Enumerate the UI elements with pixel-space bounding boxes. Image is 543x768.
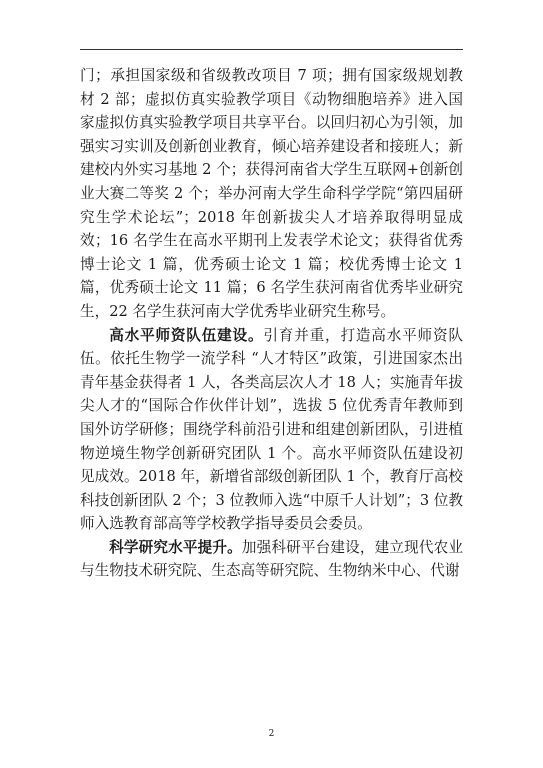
paragraph-faculty [80, 324, 463, 536]
page-number: 2 [268, 729, 275, 739]
document-body [80, 64, 463, 583]
paragraph-text: 门；承担国家级和省级教改项目 7 项；拥有国家级规划教材 2 部；虚拟仿真实验教学项目《动物细胞培养》进入国家虚拟仿真实验教学项目共享平台。以回归初心为引领，加强实习实训及创新创业教育，倾心培养建设者和接班人；新建校内外实习基地 2 个；获得河南省大学生互联网+创新创业大赛二等奖 2 个；举办河南大学生命科学学院“第四届研究生学术论坛”；2018 年创新拔尖人才培养取得明显成效；16 名学生在高水平期刊上发表学术论文；获得省优秀博士论文 1 篇，优秀硕士论文 1 篇；校优秀博士论文 1 篇，优秀硕士论文 11 篇；6 名学生获河南省优秀毕业研究生，22 名学生获河南大学优秀毕业研究生称号。 [80, 67, 463, 320]
header-rule [80, 49, 463, 50]
section-heading-faculty: 高水平师资队伍建设。 [109, 326, 264, 344]
paragraph-research [80, 536, 463, 583]
paragraph-continued [80, 64, 463, 324]
paragraph-text: 引育并重，打造高水平师资队伍。依托生物学一流学科 “人才特区”政策，引进国家杰出青年基金获得者 1 人，各类高层次人才 18 人；实施青年拔尖人才的“国际合作伙伴计划”，选拔 5 位优秀青年教师到国外访学研修；围绕学科前沿引进和组建创新团队，引进植物逆境生物学创新研究团队 1 个。高水平师资队伍建设初见成效。2018 年，新增省部级创新团队 1 个，教育厅高校科技创新团队 2 个；3 位教师入选“中原千人计划”；3 位教师入选教育部高等学校教学指导委员会委员。 [80, 326, 463, 533]
paragraph-text: 加强科研平台建设，建立现代农业与生物技术研究院、生态高等研究院、生物纳米中心、代谢 [80, 538, 463, 580]
section-heading-research: 科学研究水平提升。 [109, 538, 242, 556]
